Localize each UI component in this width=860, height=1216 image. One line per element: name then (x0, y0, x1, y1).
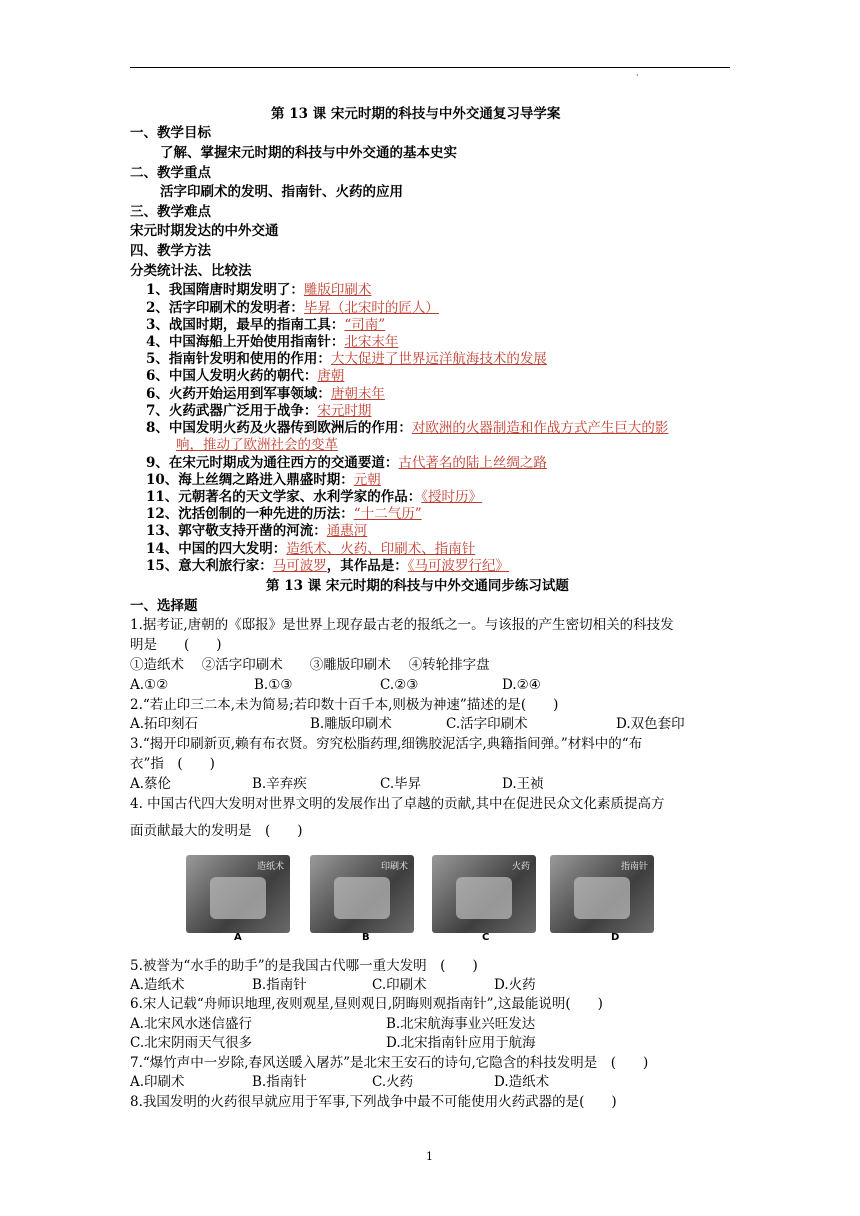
section-heading-focus: 二、教学重点 (130, 165, 211, 181)
image-label-b: B (362, 932, 370, 943)
review-item: 10、海上丝绸之路进入鼎盛时期：元朝 (146, 472, 381, 488)
option[interactable]: B.指南针 (252, 977, 307, 993)
section-text-goals: 了解、掌握宋元时期的科技与中外交通的基本史实 (160, 145, 457, 161)
option[interactable]: D.②④ (502, 677, 541, 693)
image-label-d: D (611, 932, 620, 943)
option[interactable]: A.①② (130, 677, 169, 693)
option[interactable]: C.火药 (372, 1074, 414, 1090)
question-1: 1.据考证,唐朝的《邸报》是世界上现存最古老的报纸之一。与该报的产生密切相关的科技发 (130, 617, 674, 633)
review-item: 3、战国时期，最早的指南工具：“司南” (146, 317, 386, 333)
question-1-items: ①造纸术 ②活字印刷术 ③雕版印刷术 ④转轮排字盘 (130, 657, 490, 673)
invention-image-b[interactable]: 印刷术 (310, 855, 414, 933)
page-number: 1 (426, 1150, 433, 1163)
option[interactable]: A.拓印刻石 (130, 716, 199, 732)
option[interactable]: C.毕昇 (380, 776, 422, 792)
option[interactable]: B.北宋航海事业兴旺发达 (386, 1016, 536, 1032)
option[interactable]: B.①③ (254, 677, 293, 693)
invention-image-c[interactable]: 火药 (432, 855, 536, 933)
review-item: 6、火药开始运用到军事领域：唐朝末年 (146, 386, 385, 402)
review-item: 15、意大利旅行家：马可波罗，其作品是：《马可波罗行纪》 (146, 558, 510, 574)
question-3-cont: 衣”指 ( ) (130, 756, 215, 772)
header-dot: · (636, 71, 639, 80)
question-8: 8.我国发明的火药很早就应用于军事,下列战争中最不可能使用火药武器的是( ) (130, 1094, 617, 1110)
section-heading-goals: 一、教学目标 (130, 125, 211, 141)
option[interactable]: B.辛弃疾 (252, 776, 307, 792)
section-text-method: 分类统计法、比较法 (130, 263, 252, 279)
review-item: 1、我国隋唐时期发明了：雕版印刷术 (146, 282, 372, 298)
option[interactable]: D.火药 (494, 977, 536, 993)
invention-image-d[interactable]: 指南针 (550, 855, 654, 933)
review-item: 6、中国人发明火药的朝代：唐朝 (146, 368, 345, 384)
image-label-a: A (234, 932, 242, 943)
page-title: 第 13 课 宋元时期的科技与中外交通复习导学案 (271, 106, 561, 122)
question-2: 2.“若止印三二本,未为简易;若印数十百千本,则极为神速”描述的是( ) (130, 697, 559, 713)
option[interactable]: D.双色套印 (616, 716, 685, 732)
option[interactable]: D.北宋指南针应用于航海 (386, 1035, 536, 1051)
option[interactable]: D.造纸术 (494, 1074, 550, 1090)
question-4-cont: 面贡献最大的发明是 ( ) (130, 823, 303, 839)
review-item: 8、中国发明火药及火器传到欧洲后的作用：对欧洲的火器制造和作战方式产生巨大的影 (146, 420, 669, 436)
question-4: 4. 中国古代四大发明对世界文明的发展作出了卓越的贡献,其中在促进民众文化素质提高方 (130, 796, 665, 812)
question-3: 3.“揭开印刷新页,赖有布衣贤。穷究松脂药理,细镌胶泥活字,典籍指间弹。”材料中的“布 (130, 736, 643, 752)
review-item: 4、中国海船上开始使用指南针：北宋末年 (146, 334, 399, 350)
review-item: 11、元朝著名的天文学家、水利学家的作品：《授时历》 (146, 489, 483, 505)
question-5: 5.被誉为“水手的助手”的是我国古代哪一重大发明 ( ) (130, 958, 478, 974)
review-item: 14、中国的四大发明：造纸术、火药、印刷术、指南针 (146, 541, 476, 557)
option[interactable]: A.印刷术 (130, 1074, 185, 1090)
question-6: 6.宋人记载“舟师识地理,夜则观星,昼则观日,阴晦则观指南针”,这最能说明( ) (130, 996, 603, 1012)
review-item: 9、在宋元时期成为通往西方的交通要道：古代著名的陆上丝绸之路 (146, 455, 547, 471)
review-item: 12、沈括创制的一种先进的历法：“十二气历” (146, 506, 422, 522)
option[interactable]: B.雕版印刷术 (310, 716, 392, 732)
section-heading-difficulty: 三、教学难点 (130, 204, 211, 220)
question-7: 7.“爆竹声中一岁除,春风送暖入屠苏”是北宋王安石的诗句,它隐含的科技发明是 ( ) (130, 1055, 649, 1071)
section-text-focus: 活字印刷术的发明、指南针、火药的应用 (160, 184, 403, 200)
option[interactable]: A.蔡伦 (130, 776, 172, 792)
review-item: 13、郭守敬支持开凿的河流：通惠河 (146, 523, 368, 539)
question-1-cont: 明是 ( ) (130, 637, 222, 653)
review-item: 7、火药武器广泛用于战争：宋元时期 (146, 403, 372, 419)
option[interactable]: A.造纸术 (130, 977, 185, 993)
section-text-difficulty: 宋元时期发达的中外交通 (130, 223, 279, 239)
header-rule (130, 67, 730, 68)
section-heading-choice: 一、选择题 (130, 598, 198, 614)
option[interactable]: D.王祯 (502, 776, 544, 792)
option[interactable]: A.北宋风水迷信盛行 (130, 1016, 253, 1032)
review-item: 5、指南针发明和使用的作用：大大促进了世界远洋航海技术的发展 (146, 351, 547, 367)
option[interactable]: B.指南针 (252, 1074, 307, 1090)
review-item-continuation: 响，推动了欧洲社会的变革 (176, 437, 338, 453)
practice-title: 第 13 课 宋元时期的科技与中外交通同步练习试题 (266, 578, 569, 594)
invention-image-a[interactable]: 造纸术 (186, 855, 290, 933)
review-item: 2、活字印刷术的发明者：毕昇（北宋时的匠人） (146, 300, 439, 316)
image-label-c: C (482, 932, 490, 943)
option[interactable]: C.②③ (380, 677, 419, 693)
section-heading-method: 四、教学方法 (130, 243, 211, 259)
option[interactable]: C.印刷术 (372, 977, 427, 993)
option[interactable]: C.活字印刷术 (446, 716, 528, 732)
option[interactable]: C.北宋阴雨天气很多 (130, 1035, 253, 1051)
